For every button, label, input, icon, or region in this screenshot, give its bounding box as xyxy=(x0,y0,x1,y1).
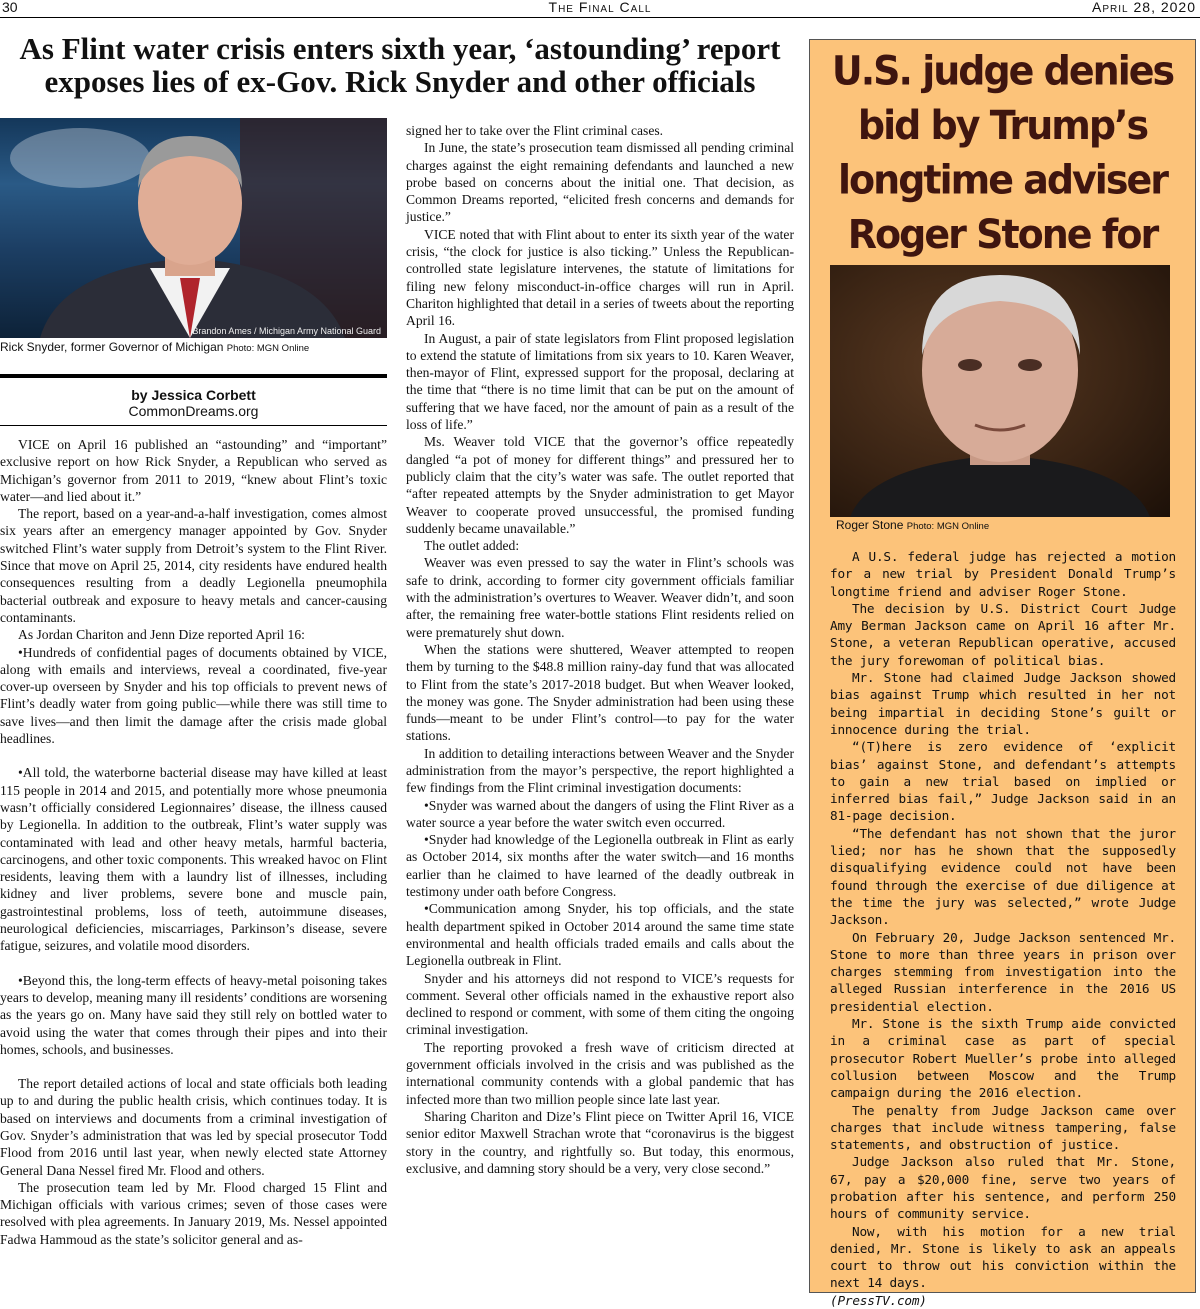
paragraph: Judge Jackson also ruled that Mr. Stone, 67, pay a $20,000 fine, serve two years of probation after his sentence, and perform 250 hours of community service. xyxy=(830,1154,1176,1222)
portrait-illustration xyxy=(0,118,387,338)
rick-snyder-photo xyxy=(0,118,387,338)
paragraph: The report detailed actions of local and state officials both leading up to and during the public health crisis, which continues today. It is based on interviews and documents from a criminal investigation of Gov. Snyder’s administration that was led by special prosecutor Todd Flood from 2016 until last year, when newly elected state Attorney General Dana Nessel fired Mr. Flood and others. xyxy=(0,1076,387,1178)
paragraph: The reporting provoked a fresh wave of criticism directed at government officials involved in the crisis and was published as the international community contends with a global pandemic that has infected more than two million people since late last year. xyxy=(406,1039,794,1107)
paragraph: •Beyond this, the long-term effects of heavy-metal poisoning takes years to develop, meaning many ill residents’ conditions are worsening as the years go on. Many have said they still rely on bottled water to avoid using the water that comes through their pipes and into their homes, schools, and businesses. xyxy=(0,972,387,1057)
paragraph: In addition to detailing interactions between Weaver and the Snyder administration from the mayor’s perspective, the report highlighted a few findings from the Flint criminal investigation documents: xyxy=(406,745,794,796)
paragraph: •Snyder was warned about the dangers of using the Flint River as a water source a year before the water switch even occurred. xyxy=(406,797,794,830)
paragraph: •All told, the waterborne bacterial disease may have killed at least 115 people in 2014 and 2015, and potentially more whose pneumonia wasn’t officially considered Legionnaires’ disease, the illness caused by Legionella. In addition to the outbreak, Flint’s water supply was contaminated with lead and other heavy metals, harmful bacteria, carcinogens, and other toxic components. This wreaked havoc on Flint residents, leaving them with a laundry list of illnesses, including kidney and liver problems, severe bone and muscle pain, gastrointestinal problems, loss of teeth, autoimmune diseases, neurological deficiencies, miscarriages, Parkinson’s disease, severe fatigue, seizures, and volatile mood disorders. xyxy=(0,765,387,954)
roger-stone-photo xyxy=(830,265,1170,517)
paragraph: On February 20, Judge Jackson sentenced Mr. Stone to more than three years in prison over charges stemming from investigation into the alleged Russian interference in the 2016 US presidential election. xyxy=(830,929,1176,1014)
paragraph: In August, a pair of state legislators from Flint proposed legislation to extend the statute of limitations from six years to 10. Karen Weaver, then-mayor of Flint, expressed support for the proposal, declaring at the time that “there is no time limit that can be put on the amount of suffering that we have faced, nor the amount of pain as a result of the loss of life.” xyxy=(406,330,794,433)
paragraph: •Snyder had knowledge of the Legionella outbreak in Flint as early as October 2014, six months after the water switch—and 16 months earlier than he claimed to have learned of the deadly outbreak in testimony under oath before Congress. xyxy=(406,832,794,900)
publication-name: The Final Call xyxy=(548,0,652,15)
paragraph: “The defendant has not shown that the juror lied; nor has he shown that the supposedly disqualifying evidence could not have been found through the exercise of due diligence at the time the jury was selected,” wrote Judge Jackson. xyxy=(830,825,1176,928)
photo-caption xyxy=(0,340,309,354)
article-column-2 xyxy=(406,122,794,1177)
sidebar-source: (PressTV.com) xyxy=(830,1292,927,1308)
paragraph: In June, the state’s prosecution team dismissed all pending criminal charges against the eight remaining defendants and launched a new probe based on concerns about the initial one. That decision, as Common Dreams reported, “elicited fresh concerns and demands for justice.” xyxy=(406,140,794,225)
paragraph: Ms. Weaver told VICE that the governor’s office repeatedly dangled “a pot of money for different things” and pressured her to publicly claim that the city’s water was safe. The outlet reported that “after repeated attempts by the Snyder administration to get Mayor Weaver to cooperate proved unsuccessful, the promised funding suddenly became unavailable.” xyxy=(406,434,794,536)
paragraph: Sharing Chariton and Dize’s Flint piece on Twitter April 16, VICE senior editor Maxwell Strachan wrote that “coronavirus is the biggest story in the country, and rightfully so. But today, this enormous, exclusive, and damning story should be a very, very close second.” xyxy=(406,1108,794,1176)
paragraph: As Jordan Chariton and Jenn Dize reported April 16: xyxy=(18,627,305,643)
caption-credit: Photo: MGN Online xyxy=(226,343,310,354)
paragraph: VICE on April 16 published an “astounding” and “important” exclusive report on how Rick Snyder, a Republican who served as Michigan’s governor from 2011 to 2019, “knew about Flint’s toxic water—and lied about it.” xyxy=(0,437,387,504)
running-head xyxy=(0,0,1200,18)
paragraph: VICE noted that with Flint about to enter its sixth year of the water crisis, “the clock for justice is also ticking.” Unless the Republican-controlled state legislature intervenes, the statute of limitations for filing new felony misconduct-in-office charges will run in April. Chariton highlighted that detail in a series of tweets about the reporting April 16. xyxy=(406,226,794,329)
author-byline: by Jessica Corbett xyxy=(131,387,256,403)
caption-text: Roger Stone xyxy=(836,518,904,532)
paragraph: When the stations were shuttered, Weaver attempted to reopen them by turning to the $48.8 million rainy-day fund that was allocated to Flint from the state’s 2017-2018 budget. But when Weaver looked, the money was gone. The Snyder administration had been using these funds—meant to be under Flint’s control—to pay for the water stations. xyxy=(406,641,794,744)
paragraph: “(T)here is zero evidence of ‘explicit bias’ against Stone, and defendant’s attempts to gain a new trial based on implied or inferred bias fail,” Judge Jackson said in an 81-page decision. xyxy=(830,739,1176,824)
paragraph: The report, based on a year-and-a-half investigation, comes almost six years after an emergency manager appointed by Gov. Snyder switched Flint’s water supply from Detroit’s system to the Flint River. Since that move on April 25, 2014, city residents have endured health consequences resulting from a deadly Legionella pneumophila bacterial outbreak and exposure to heavy metals and cancer-causing contaminants. xyxy=(0,506,387,625)
sidebar-photo-caption xyxy=(836,518,989,532)
paragraph: The outlet added: xyxy=(424,538,520,554)
caption-text: Rick Snyder, former Governor of Michigan xyxy=(0,340,224,354)
caption-credit: Photo: MGN Online xyxy=(906,521,990,532)
byline-box xyxy=(0,374,387,426)
paragraph: A U.S. federal judge has rejected a motion for a new trial by President Donald Trump’s longtime friend and adviser Roger Stone. xyxy=(830,549,1176,599)
source-org: CommonDreams.org xyxy=(128,403,259,419)
paragraph: Weaver was even pressed to say the water in Flint’s schools was safe to drink, according to former city government officials familiar with the administration’s overtures to Weaver. Weaver didn’t, and soon after, the remaining free water-bottle stations Flint residents relied on were prematurely shut down. xyxy=(406,555,794,640)
paragraph: Mr. Stone is the sixth Trump aide convicted in a criminal case as part of special prosecutor Robert Mueller’s probe into alleged collusion between Moscow and the Trump campaign during the 2016 election. xyxy=(830,1016,1176,1101)
page-number: 30 xyxy=(2,0,18,15)
paragraph: The penalty from Judge Jackson came over charges that include witness tampering, false statements, and obstruction of justice. xyxy=(830,1102,1176,1153)
photo-credit: Brandon Ames / Michigan Army National Guard xyxy=(192,326,381,336)
sidebar-headline: U.S. judge denies bid by Trump’s longtime adviser Roger Stone for xyxy=(831,47,1174,258)
paragraph: The decision by U.S. District Court Judge Amy Berman Jackson came on April 16 after Mr. Stone, a veteran Republican operative, accused the jury forewoman of political bias. xyxy=(830,600,1176,668)
paragraph: signed her to take over the Flint criminal cases. xyxy=(406,123,664,138)
paragraph: The prosecution team led by Mr. Flood charged 15 Flint and Michigan officials with various crimes; seven of those cases were resolved with plea agreements. In January 2019, Ms. Nessel appointed Fadwa Hammoud as the state’s solicitor general and as- xyxy=(0,1179,387,1247)
paragraph: •Hundreds of confidential pages of documents obtained by VICE, along with emails and interviews, reveal a coordinated, five-year cover-up overseen by Snyder and his top officials to prevent news of Flint’s deadly water from going public—while there was still time to save lives—and then limit the damage after the crisis made global headlines. xyxy=(0,644,387,747)
paragraph: Now, with his motion for a new trial denied, Mr. Stone is likely to ask an appeals court to throw out his conviction within the next 14 days. xyxy=(830,1223,1176,1291)
article-column-1 xyxy=(0,436,387,1248)
paragraph: Snyder and his attorneys did not respond to VICE’s requests for comment. Several other officials named in the exhaustive report also declined to respond or comment, with some of them citing the ongoing criminal investigation. xyxy=(406,970,794,1038)
main-headline: As Flint water crisis enters sixth year, ‘astounding’ report exposes lies of ex-Gov. Rick Snyder and other officials xyxy=(19,31,781,99)
paragraph: Mr. Stone had claimed Judge Jackson showed bias against Trump which resulted in her not being impartial in deciding Stone’s guilt or innocence during the trial. xyxy=(830,670,1176,737)
portrait-illustration xyxy=(830,265,1170,517)
issue-date: April 28, 2020 xyxy=(1092,0,1196,15)
paragraph: •Communication among Snyder, his top officials, and the state health department spiked in October 2014 around the same time state environmental and health officials traded emails and calls about the Legionella outbreak in Flint. xyxy=(406,901,794,969)
sidebar-article xyxy=(830,548,1176,1309)
